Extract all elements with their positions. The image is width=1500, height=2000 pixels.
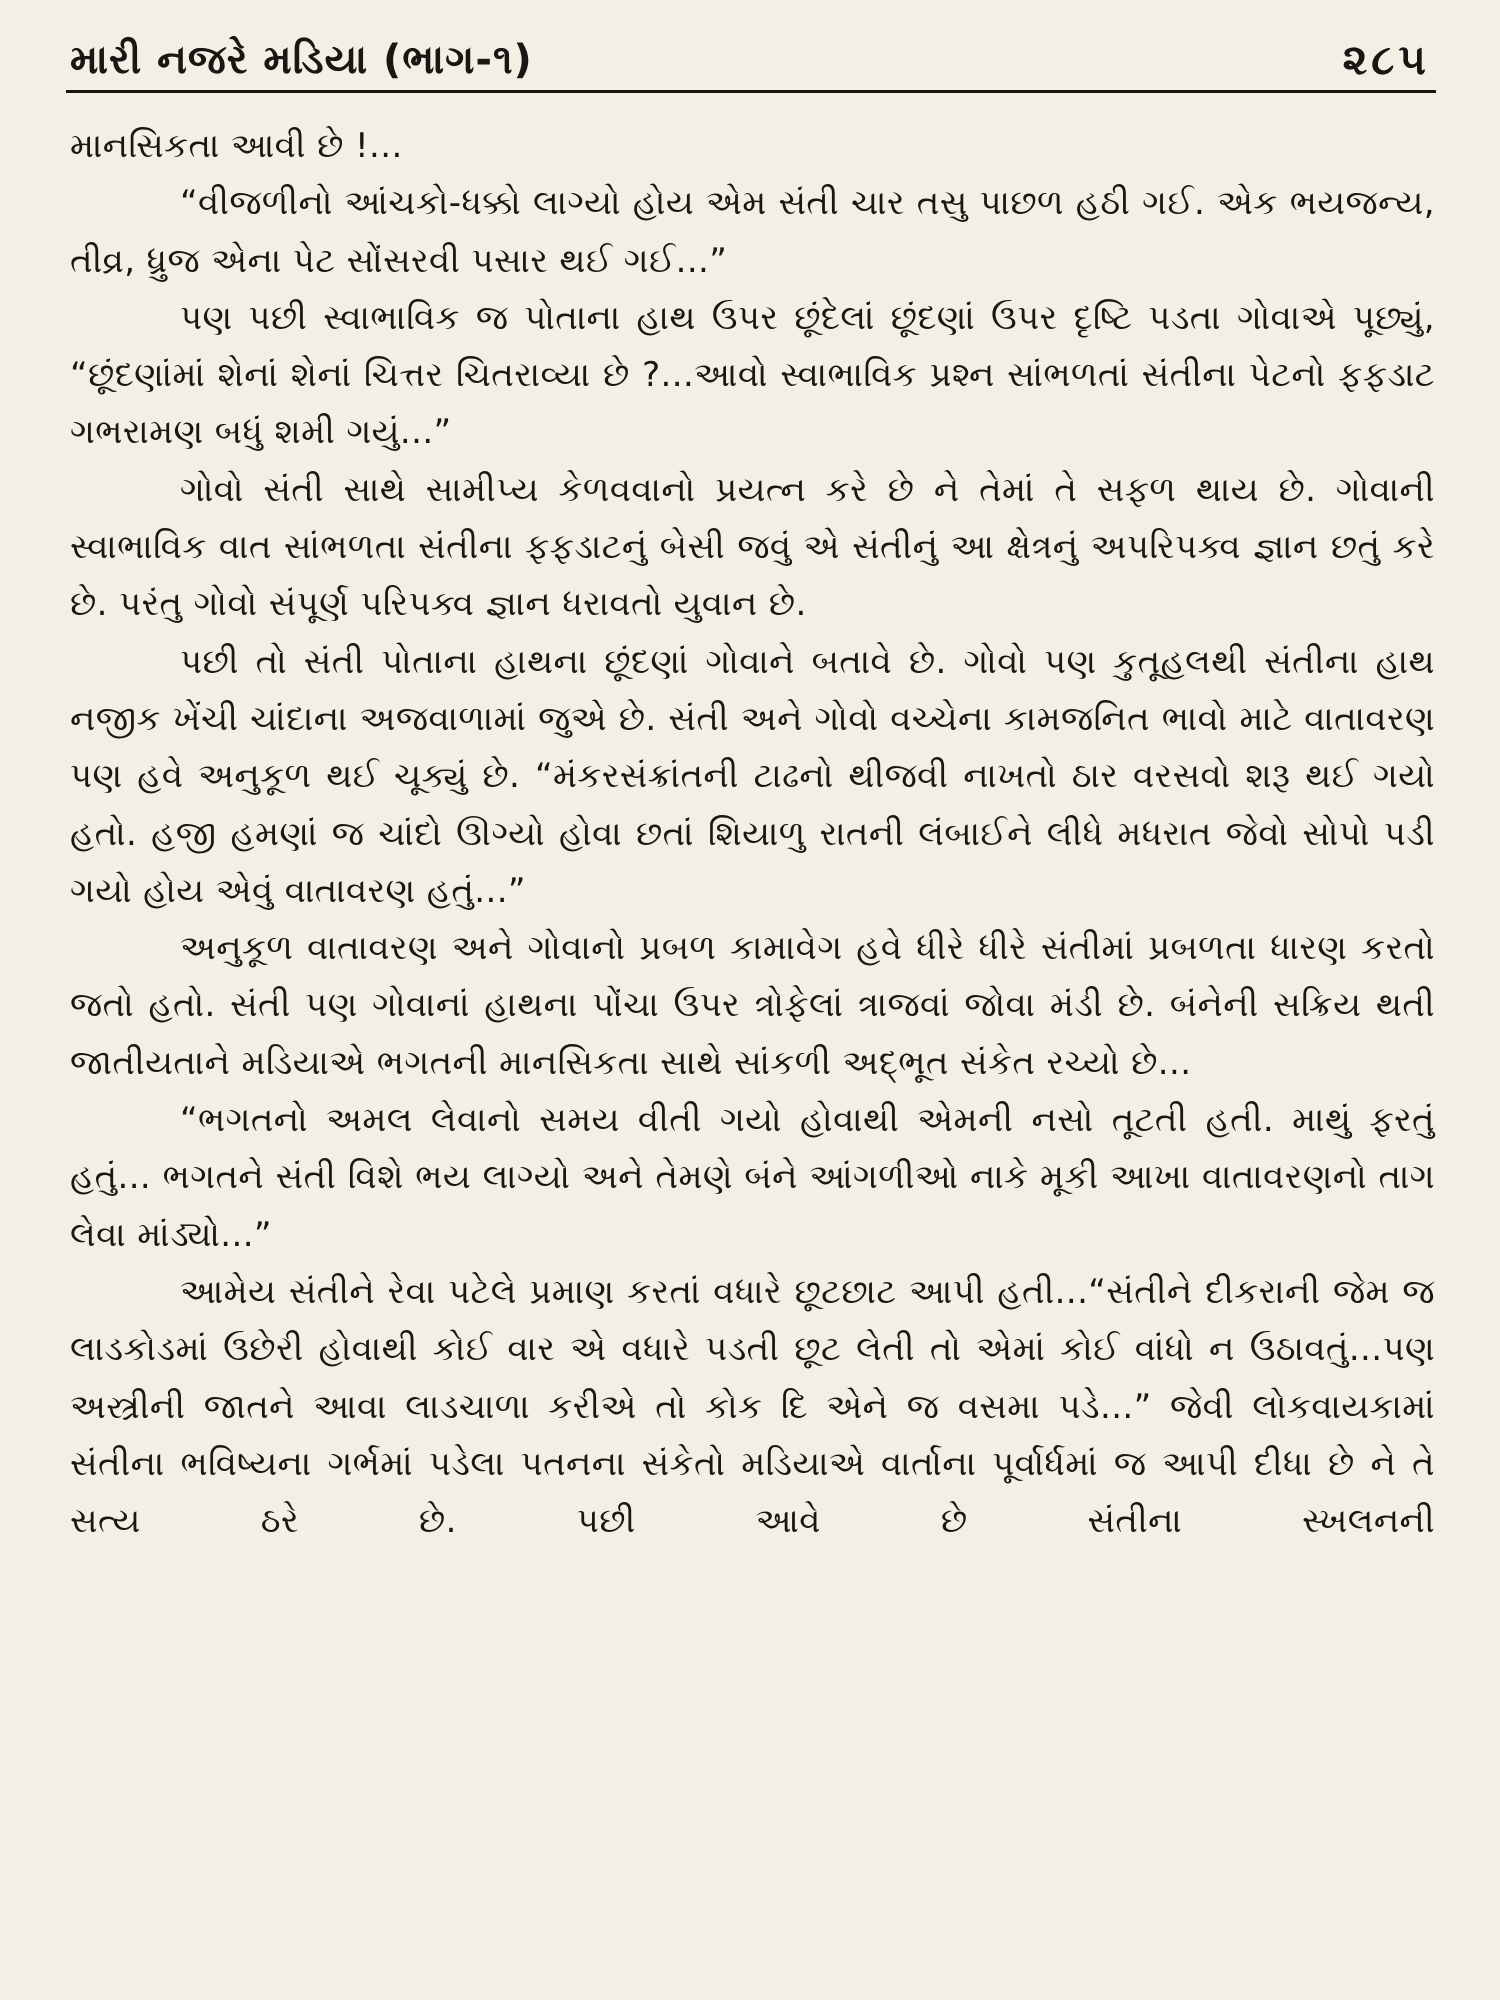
body-text (70, 118, 1435, 1550)
paragraph: માનસિકતા આવી છે !... (70, 126, 403, 166)
paragraph: અનુકૂળ વાતાવરણ અને ગોવાનો પ્રબળ કામાવેગ હવે ધીરે ધીરે સંતીમાં પ્રબળતા ધારણ કરતો જતો હતો. સંતી પણ ગોવાનાં હાથના પોંચા ઉપર ત્રોફેલાં ત્રાજવાં જોવા મંડી છે. બંનેની સક્રિય થતી જાતીયતાને મડિયાએ ભગતની માનસિકતા સાથે સાંકળી અદ્ભૂત સંકેત રચ્યો છે... (70, 928, 1435, 1083)
paragraph: પણ પછી સ્વાભાવિક જ પોતાના હાથ ઉપર છૂંદેલાં છૂંદણાં ઉપર દૃષ્ટિ પડતા ગોવાએ પૂછ્યું, “છૂંદણાંમાં શેનાં શેનાં ચિત્તર ચિતરાવ્યા છે ?...આવો સ્વાભાવિક પ્રશ્ન સાંભળતાં સંતીના પેટનો ફફડાટ ગભરામણ બધું શમી ગયું...” (70, 297, 1435, 453)
paragraph: પછી તો સંતી પોતાના હાથના છૂંદણાં ગોવાને બતાવે છે. ગોવો પણ કુતૂહલથી સંતીના હાથ નજીક ખેંચી ચાંદાના અજવાળામાં જુએ છે. સંતી અને ગોવો વચ્ચેના કામજનિત ભાવો માટે વાતાવરણ પણ હવે અનુકૂળ થઈ ચૂક્યું છે. “મંકરસંક્રાંતની ટાઢનો થીજવી નાખતો ઠાર વરસવો શરૂ થઈ ગયો હતો. હજી હમણાં જ ચાંદો ઊગ્યો હોવા છતાં શિયાળુ રાતની લંબાઈને લીધે મધરાત જેવો સોપો પડી ગયો હોય એવું વાતાવરણ હતું...” (70, 641, 1435, 911)
page-number: ૨૮૫ (1342, 35, 1430, 84)
header-rule (66, 90, 1436, 93)
page-header (70, 32, 1430, 88)
paragraph: આમેય સંતીને રેવા પટેલે પ્રમાણ કરતાં વધારે છૂટછાટ આપી હતી...“સંતીને દીકરાની જેમ જ લાડકોડમાં ઉછેરી હોવાથી કોઈ વાર એ વધારે પડતી છૂટ લેતી તો એમાં કોઈ વાંધો ન ઉઠાવતું...પણ અસ્ત્રીની જાતને આવા લાડચાળા કરીએ તો કોક દિ એને જ વસમા પડે...” જેવી લોકવાયકામાં સંતીના ભવિષ્યના ગર્ભમાં પડેલા પતનના સંકેતો મડિયાએ વાર્તાના પૂર્વાર્ધમાં જ આપી દીધા છે ને તે સત્ય ઠરે છે. પછી આવે છે સંતીના સ્ખલનની (70, 1271, 1435, 1542)
paragraph: “ભગતનો અમલ લેવાનો સમય વીતી ગયો હોવાથી એમની નસો તૂટતી હતી. માથું ફરતું હતું... ભગતને સંતી વિશે ભય લાગ્યો અને તેમણે બંને આંગળીઓ નાકે મૂકી આખા વાતાવરણનો તાગ લેવા માંડ્યો...” (70, 1100, 1435, 1255)
running-title: મારી નજરે મડિયા (ભાગ-૧) (70, 37, 533, 83)
paragraph: “વીજળીનો આંચકો-ધક્કો લાગ્યો હોય એમ સંતી ચાર તસુ પાછળ હઠી ગઈ. એક ભયજન્ય, તીવ્ર, ધ્રુજ એના પેટ સોંસરવી પસાર થઈ ગઈ...” (70, 183, 1435, 281)
paragraph: ગોવો સંતી સાથે સામીપ્ય કેળવવાનો પ્રયત્ન કરે છે ને તેમાં તે સફળ થાય છે. ગોવાની સ્વાભાવિક વાત સાંભળતા સંતીના ફફડાટનું બેસી જવું એ સંતીનું આ ક્ષેત્રનું અપરિપક્વ જ્ઞાન છતું કરે છે. પરંતુ ગોવો સંપૂર્ણ પરિપક્વ જ્ઞાન ધરાવતો યુવાન છે. (70, 469, 1435, 625)
